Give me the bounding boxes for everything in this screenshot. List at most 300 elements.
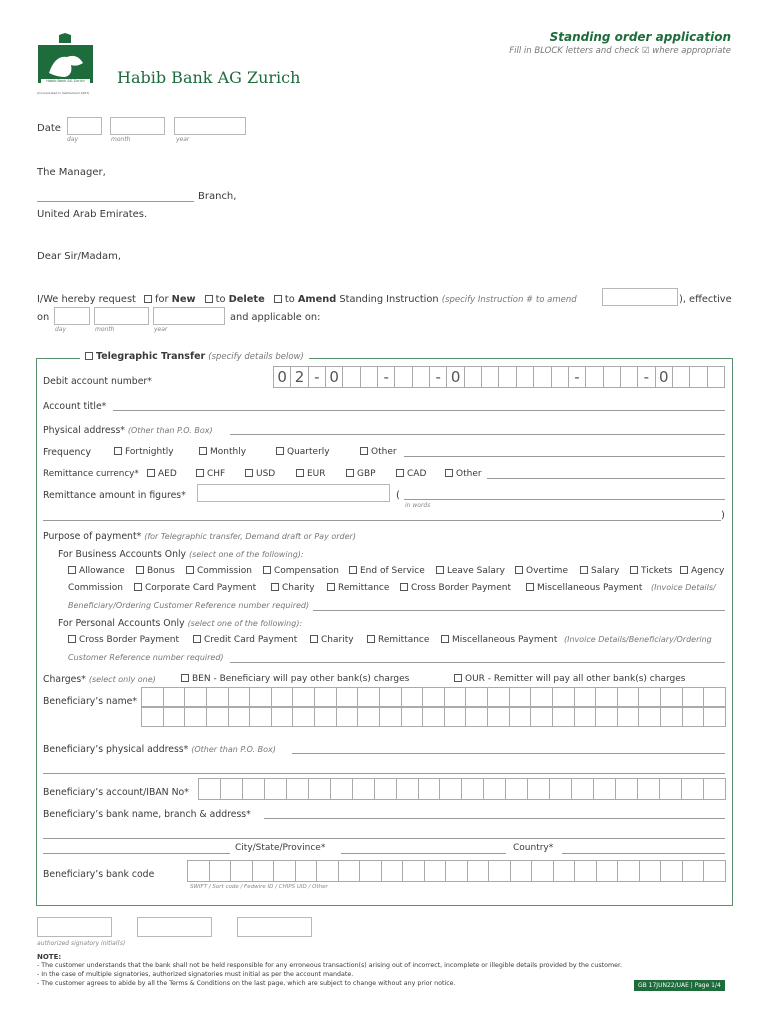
grid-cell[interactable] <box>185 708 207 726</box>
grid-cell[interactable] <box>510 688 532 706</box>
grid-cell[interactable] <box>661 861 683 881</box>
debit-account-cell[interactable]: - <box>569 367 586 387</box>
grid-cell[interactable] <box>704 861 725 881</box>
freq-quarterly[interactable] <box>276 447 330 457</box>
freq-fortnightly[interactable] <box>114 447 174 457</box>
bus-end-of-service-checkbox[interactable] <box>349 566 357 574</box>
bus-corporate-card-checkbox[interactable] <box>134 583 142 591</box>
charges-label <box>43 674 156 685</box>
debit-account-cell[interactable]: 0 <box>326 367 343 387</box>
grid-cell[interactable] <box>488 708 510 726</box>
manager-line: The Manager, <box>37 167 106 178</box>
debit-account-cell[interactable] <box>534 367 551 387</box>
grid-cell[interactable] <box>596 708 618 726</box>
cur-other[interactable] <box>445 469 482 479</box>
effective-month-field[interactable] <box>94 307 149 325</box>
applicable-label: and applicable on: <box>230 312 321 323</box>
debit-account-label: Debit account number* <box>43 376 152 387</box>
freq-monthly-checkbox[interactable] <box>199 447 207 455</box>
bus-bonus-checkbox[interactable] <box>136 566 144 574</box>
per-remittance-checkbox[interactable] <box>367 635 375 643</box>
freq-other[interactable] <box>360 447 397 457</box>
bus-bonus[interactable] <box>136 566 175 576</box>
grid-cell[interactable] <box>554 861 576 881</box>
business-text: For Business Accounts Only <box>58 549 187 560</box>
per-details-field[interactable] <box>230 662 725 663</box>
per-charity-checkbox[interactable] <box>310 635 318 643</box>
grid-cell[interactable] <box>243 779 265 799</box>
grid-cell[interactable] <box>466 688 488 706</box>
grid-cell[interactable] <box>594 779 616 799</box>
freq-quarterly-label: Quarterly <box>287 447 330 457</box>
per-credit-card-label: Credit Card Payment <box>204 635 298 645</box>
per-details-note-2: Customer Reference number required) <box>68 653 224 662</box>
grid-cell[interactable] <box>423 708 445 726</box>
amount-close-paren: ) <box>721 510 725 521</box>
debit-account-grid[interactable] <box>273 366 725 388</box>
freq-fortnightly-label: Fortnightly <box>125 447 174 457</box>
personal-text: For Personal Accounts Only <box>58 618 185 629</box>
grid-cell[interactable] <box>423 688 445 706</box>
cur-other-checkbox[interactable] <box>445 469 453 477</box>
grid-cell[interactable] <box>293 708 315 726</box>
freq-other-checkbox[interactable] <box>360 447 368 455</box>
debit-account-cell[interactable] <box>621 367 638 387</box>
grid-cell[interactable] <box>511 861 533 881</box>
debit-account-cell[interactable] <box>499 367 516 387</box>
grid-cell[interactable] <box>315 708 337 726</box>
bank-address-field[interactable] <box>43 853 230 854</box>
effective-year-field[interactable] <box>153 307 225 325</box>
grid-cell[interactable] <box>185 688 207 706</box>
grid-cell[interactable] <box>382 861 404 881</box>
bus-leave-salary-checkbox[interactable] <box>436 566 444 574</box>
bus-tickets-label: Tickets <box>641 566 673 576</box>
bus-compensation[interactable] <box>263 566 339 576</box>
grid-cell[interactable] <box>358 708 380 726</box>
grid-cell[interactable] <box>397 779 419 799</box>
per-misc[interactable] <box>441 635 557 645</box>
grid-cell[interactable] <box>142 688 164 706</box>
grid-cell[interactable] <box>550 779 572 799</box>
grid-cell[interactable] <box>572 779 594 799</box>
grid-cell[interactable] <box>142 708 164 726</box>
grid-cell[interactable] <box>639 688 661 706</box>
debit-account-cell[interactable] <box>465 367 482 387</box>
grid-cell[interactable] <box>704 688 725 706</box>
grid-cell[interactable] <box>683 688 705 706</box>
cur-gbp[interactable] <box>346 469 376 479</box>
signatory-initial-1[interactable] <box>37 917 112 937</box>
bus-remittance-checkbox[interactable] <box>327 583 335 591</box>
freq-monthly[interactable] <box>199 447 246 457</box>
debit-account-cell[interactable] <box>604 367 621 387</box>
bus-tickets-checkbox[interactable] <box>630 566 638 574</box>
signatory-initial-3[interactable] <box>237 917 312 937</box>
grid-cell[interactable] <box>484 779 506 799</box>
grid-cell[interactable] <box>639 708 661 726</box>
grid-cell[interactable] <box>488 688 510 706</box>
cur-other-field[interactable] <box>487 478 725 479</box>
grid-cell[interactable] <box>640 861 662 881</box>
bus-end-of-service[interactable] <box>349 566 425 576</box>
country-field[interactable] <box>562 853 725 854</box>
grid-cell[interactable] <box>661 708 683 726</box>
bus-commission[interactable] <box>186 566 252 576</box>
beneficiary-address-field-1[interactable] <box>292 753 725 754</box>
grid-cell[interactable] <box>272 688 294 706</box>
grid-cell[interactable] <box>309 779 331 799</box>
grid-cell[interactable] <box>704 779 725 799</box>
grid-cell[interactable] <box>531 708 553 726</box>
date-month-field[interactable] <box>110 117 165 135</box>
effective-day-field[interactable] <box>54 307 90 325</box>
grid-cell[interactable] <box>164 708 186 726</box>
bus-compensation-label: Compensation <box>274 566 339 576</box>
grid-cell[interactable] <box>210 861 232 881</box>
beneficiary-address-label <box>43 744 276 755</box>
debit-account-cell[interactable]: 0 <box>447 367 464 387</box>
frequency-label: Frequency <box>43 447 92 458</box>
grid-cell[interactable] <box>380 708 402 726</box>
cur-chf-label: CHF <box>207 469 226 479</box>
grid-cell[interactable] <box>358 688 380 706</box>
form-subtitle: Fill in BLOCK letters and check ☑ where appropriate <box>509 46 731 56</box>
bus-leave-salary-label: Leave Salary <box>447 566 505 576</box>
freq-fortnightly-checkbox[interactable] <box>114 447 122 455</box>
charges-ben-checkbox[interactable] <box>181 674 189 682</box>
debit-account-cell[interactable] <box>708 367 724 387</box>
per-cross-border-checkbox[interactable] <box>68 635 76 643</box>
bus-remittance-label: Remittance <box>338 583 390 593</box>
bus-remittance[interactable] <box>327 583 389 593</box>
per-remittance[interactable] <box>367 635 429 645</box>
bus-charity-label: Charity <box>282 583 315 593</box>
bus-bonus-label: Bonus <box>147 566 175 576</box>
grid-cell[interactable] <box>293 688 315 706</box>
purpose-label <box>43 531 356 542</box>
bus-corporate-card-label: Corporate Card Payment <box>145 583 257 593</box>
delete-checkbox[interactable] <box>205 295 213 303</box>
grid-cell[interactable] <box>575 708 597 726</box>
debit-account-cell[interactable]: 2 <box>291 367 308 387</box>
grid-cell[interactable] <box>618 708 640 726</box>
bus-agency[interactable] <box>680 566 724 576</box>
freq-other-label: Other <box>371 447 397 457</box>
charges-ben[interactable] <box>181 674 409 684</box>
bus-salary[interactable] <box>580 566 619 576</box>
bus-cross-border-checkbox[interactable] <box>400 583 408 591</box>
cur-cad-checkbox[interactable] <box>396 469 404 477</box>
cur-eur[interactable] <box>296 469 326 479</box>
country-label: Country* <box>513 843 554 853</box>
debit-account-cell[interactable]: 0 <box>274 367 291 387</box>
charges-our-label: OUR - Remitter will pay all other bank(s) charges <box>465 674 686 684</box>
new-checkbox[interactable] <box>144 295 152 303</box>
bus-allowance-checkbox[interactable] <box>68 566 76 574</box>
note-1: - The customer understands that the bank shall not be held responsible for any erroneous transaction(s) arising out of incorrect, incomplete or illegible details provided by the customer. <box>37 962 623 969</box>
instruction-number-field[interactable] <box>602 288 678 306</box>
debit-account-cell[interactable]: - <box>638 367 655 387</box>
beneficiary-address-field-2[interactable] <box>43 773 725 774</box>
per-misc-checkbox[interactable] <box>441 635 449 643</box>
city-field[interactable] <box>341 853 506 854</box>
bus-misc-label: Miscellaneous Payment <box>537 583 643 593</box>
grid-cell[interactable] <box>221 779 243 799</box>
grid-cell[interactable] <box>597 861 619 881</box>
grid-cell[interactable] <box>618 688 640 706</box>
cur-usd[interactable] <box>245 469 275 479</box>
debit-account-cell[interactable] <box>413 367 430 387</box>
bus-corporate-card[interactable] <box>134 583 256 593</box>
grid-cell[interactable] <box>510 708 532 726</box>
cur-gbp-checkbox[interactable] <box>346 469 354 477</box>
amount-words-field-2[interactable] <box>43 520 721 521</box>
grid-cell[interactable] <box>207 708 229 726</box>
grid-cell[interactable] <box>274 861 296 881</box>
cur-aed-checkbox[interactable] <box>147 469 155 477</box>
grid-cell[interactable] <box>287 779 309 799</box>
date-label: Date <box>37 123 61 134</box>
bus-misc[interactable] <box>526 583 642 593</box>
freq-other-field[interactable] <box>404 456 725 457</box>
grid-cell[interactable] <box>419 779 441 799</box>
grid-cell[interactable] <box>229 708 251 726</box>
grid-cell[interactable] <box>682 779 704 799</box>
amount-words-field-1[interactable] <box>404 499 725 500</box>
cur-usd-checkbox[interactable] <box>245 469 253 477</box>
grid-cell[interactable] <box>531 688 553 706</box>
note-3: - The customer agrees to abide by all the Terms & Conditions on the last page, which are subject to change without any prior notice. <box>37 980 456 987</box>
request-line <box>37 294 577 305</box>
bus-agency-checkbox[interactable] <box>680 566 688 574</box>
grid-cell[interactable] <box>253 861 275 881</box>
bus-overtime[interactable] <box>515 566 568 576</box>
grid-cell[interactable] <box>466 708 488 726</box>
debit-account-cell[interactable]: - <box>309 367 326 387</box>
grid-cell[interactable] <box>375 779 397 799</box>
grid-cell[interactable] <box>231 861 253 881</box>
effective-label: ), effective <box>679 294 732 305</box>
cur-eur-label: EUR <box>307 469 326 479</box>
bus-overtime-checkbox[interactable] <box>515 566 523 574</box>
bank-code-grid[interactable] <box>187 860 726 882</box>
grid-cell[interactable] <box>402 708 424 726</box>
grid-cell[interactable] <box>296 861 318 881</box>
debit-account-cell[interactable] <box>673 367 690 387</box>
per-cross-border-label: Cross Border Payment <box>79 635 179 645</box>
grid-cell[interactable] <box>553 688 575 706</box>
bus-compensation-checkbox[interactable] <box>263 566 271 574</box>
amount-open-paren: ( <box>396 490 400 501</box>
grid-cell[interactable] <box>188 861 210 881</box>
branch-field[interactable] <box>37 201 194 202</box>
grid-cell[interactable] <box>425 861 447 881</box>
bus-cross-border[interactable] <box>400 583 511 593</box>
amount-label: Remittance amount in figures* <box>43 490 186 501</box>
physical-address-label <box>43 425 213 436</box>
grid-cell[interactable] <box>315 688 337 706</box>
note-2: - In the case of multiple signatories, authorized signatories must initial as per the account mandate. <box>37 971 354 978</box>
bus-end-of-service-label: End of Service <box>360 566 425 576</box>
account-title-field[interactable] <box>113 410 725 411</box>
date-year-caption: year <box>176 136 190 143</box>
grid-cell[interactable] <box>339 861 361 881</box>
for-label: for <box>155 294 169 305</box>
bus-salary-label: Salary <box>591 566 620 576</box>
charges-our[interactable] <box>454 674 685 684</box>
cur-usd-label: USD <box>256 469 276 479</box>
grid-cell[interactable] <box>660 779 682 799</box>
logo-subtext: (Incorporated in Switzerland 1967) <box>37 91 90 95</box>
grid-cell[interactable] <box>661 688 683 706</box>
grid-cell[interactable] <box>683 861 705 881</box>
grid-cell[interactable] <box>331 779 353 799</box>
beneficiary-bank-label: Beneficiary’s bank name, branch & address* <box>43 809 251 820</box>
bus-leave-salary[interactable] <box>436 566 505 576</box>
grid-cell[interactable] <box>528 779 550 799</box>
logo-text: Habib Bank AG Zurich <box>46 79 85 83</box>
bus-details-note: (Invoice Details/ <box>651 583 716 592</box>
signatory-initial-2[interactable] <box>137 917 212 937</box>
per-misc-label: Miscellaneous Payment <box>452 635 558 645</box>
debit-account-cell[interactable] <box>361 367 378 387</box>
grid-cell[interactable] <box>683 708 705 726</box>
grid-cell[interactable] <box>445 688 467 706</box>
bus-charity[interactable] <box>271 583 315 593</box>
beneficiary-iban-label: Beneficiary’s account/IBAN No* <box>43 787 189 798</box>
bus-agency-commission-cont: Commission <box>68 583 123 593</box>
bus-charity-checkbox[interactable] <box>271 583 279 591</box>
grid-cell[interactable] <box>353 779 375 799</box>
cur-cad[interactable] <box>396 469 426 479</box>
bus-commission-checkbox[interactable] <box>186 566 194 574</box>
freq-monthly-label: Monthly <box>210 447 247 457</box>
debit-account-cell[interactable] <box>517 367 534 387</box>
bus-details-field[interactable] <box>313 610 725 611</box>
grid-cell[interactable] <box>337 688 359 706</box>
grid-cell[interactable] <box>468 861 490 881</box>
grid-cell[interactable] <box>207 688 229 706</box>
per-credit-card-checkbox[interactable] <box>193 635 201 643</box>
debit-account-cell[interactable]: - <box>430 367 447 387</box>
beneficiary-iban-grid[interactable] <box>198 778 726 800</box>
grid-cell[interactable] <box>575 688 597 706</box>
grid-cell[interactable] <box>337 708 359 726</box>
personal-label <box>58 618 302 629</box>
date-month-caption: month <box>111 136 131 143</box>
date-day-field[interactable] <box>67 117 102 135</box>
grid-cell[interactable] <box>265 779 287 799</box>
grid-cell[interactable] <box>199 779 221 799</box>
bus-details-note-2: Beneficiary/Ordering Customer Reference number required) <box>68 601 310 610</box>
to2-label: to <box>284 294 295 305</box>
purpose-text: Purpose of payment* <box>43 531 142 542</box>
tt-legend-title: Telegraphic Transfer <box>96 351 206 362</box>
bus-allowance[interactable] <box>68 566 125 576</box>
debit-account-cell[interactable] <box>343 367 360 387</box>
amount-figures-field[interactable] <box>197 484 390 502</box>
debit-account-cell[interactable] <box>690 367 707 387</box>
per-cross-border[interactable] <box>68 635 179 645</box>
grid-cell[interactable] <box>489 861 511 881</box>
bank-name: Habib Bank AG Zurich <box>117 68 301 87</box>
grid-cell[interactable] <box>638 779 660 799</box>
per-credit-card[interactable] <box>193 635 297 645</box>
cur-eur-checkbox[interactable] <box>296 469 304 477</box>
grid-cell[interactable] <box>440 779 462 799</box>
cur-chf-checkbox[interactable] <box>196 469 204 477</box>
beneficiary-bank-field-2[interactable] <box>43 838 725 839</box>
grid-cell[interactable] <box>445 708 467 726</box>
grid-cell[interactable] <box>596 688 618 706</box>
grid-cell[interactable] <box>229 688 251 706</box>
cur-gbp-label: GBP <box>357 469 376 479</box>
date-year-field[interactable] <box>174 117 246 135</box>
grid-cell[interactable] <box>403 861 425 881</box>
grid-cell[interactable] <box>272 708 294 726</box>
per-remittance-label: Remittance <box>378 635 430 645</box>
grid-cell[interactable] <box>250 688 272 706</box>
beneficiary-bank-field-1[interactable] <box>264 818 725 819</box>
grid-cell[interactable] <box>317 861 339 881</box>
freq-quarterly-checkbox[interactable] <box>276 447 284 455</box>
charges-our-checkbox[interactable] <box>454 674 462 682</box>
in-words-caption: in words <box>405 502 431 509</box>
debit-account-cell[interactable]: - <box>378 367 395 387</box>
debit-account-cell[interactable] <box>586 367 603 387</box>
physical-address-field[interactable] <box>230 434 725 435</box>
debit-account-cell[interactable] <box>482 367 499 387</box>
currency-label: Remittance currency* <box>43 469 139 479</box>
beneficiary-name-grid-1[interactable] <box>141 687 726 707</box>
bus-tickets[interactable] <box>630 566 672 576</box>
bus-salary-checkbox[interactable] <box>580 566 588 574</box>
bus-misc-checkbox[interactable] <box>526 583 534 591</box>
tt-checkbox[interactable] <box>85 352 93 360</box>
beneficiary-name-grid-2[interactable] <box>141 707 726 727</box>
effective-day-caption: day <box>55 326 67 333</box>
grid-cell[interactable] <box>250 708 272 726</box>
amend-checkbox[interactable] <box>274 295 282 303</box>
grid-cell[interactable] <box>532 861 554 881</box>
account-title-label: Account title* <box>43 401 107 412</box>
grid-cell[interactable] <box>618 861 640 881</box>
to-label: to <box>215 294 226 305</box>
grid-cell[interactable] <box>616 779 638 799</box>
bank-code-caption: SWIFT / Sort code / Fedwire ID / CHIPS UID / Other <box>190 884 328 890</box>
grid-cell[interactable] <box>446 861 468 881</box>
cur-aed[interactable] <box>147 469 177 479</box>
grid-cell[interactable] <box>380 688 402 706</box>
grid-cell[interactable] <box>402 688 424 706</box>
bank-code-label: Beneficiary’s bank code <box>43 869 155 880</box>
debit-account-cell[interactable] <box>395 367 412 387</box>
grid-cell[interactable] <box>462 779 484 799</box>
grid-cell[interactable] <box>360 861 382 881</box>
debit-account-cell[interactable] <box>552 367 569 387</box>
debit-account-cell[interactable]: 0 <box>656 367 673 387</box>
grid-cell[interactable] <box>575 861 597 881</box>
grid-cell[interactable] <box>506 779 528 799</box>
cur-chf[interactable] <box>196 469 225 479</box>
bus-commission-label: Commission <box>197 566 252 576</box>
grid-cell[interactable] <box>164 688 186 706</box>
grid-cell[interactable] <box>553 708 575 726</box>
grid-cell[interactable] <box>704 708 725 726</box>
charges-note: (select only one) <box>88 675 156 684</box>
per-charity[interactable] <box>310 635 354 645</box>
